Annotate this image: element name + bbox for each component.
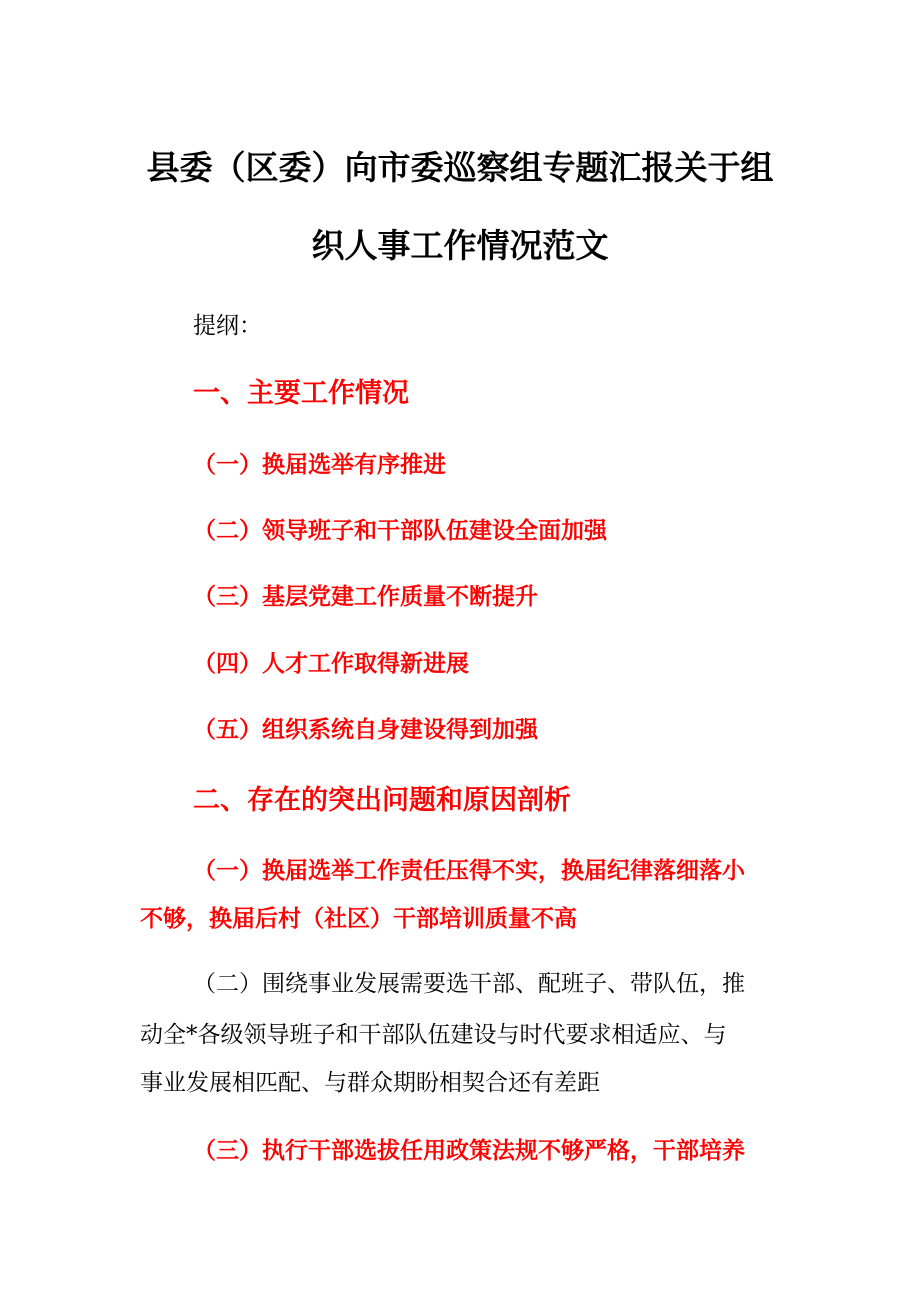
section-1-item-5: （五）组织系统自身建设得到加强	[193, 716, 538, 743]
document-title-line-2: 织人事工作情况范文	[311, 226, 609, 265]
section-2-item-2-line-2: 动全*各级领导班子和干部队伍建设与时代要求相适应、与	[140, 1022, 727, 1048]
section-1-item-4: （四）人才工作取得新进展	[193, 650, 469, 677]
section-1-heading: 一、主要工作情况	[193, 378, 409, 409]
section-2-heading: 二、存在的突出问题和原因剖析	[193, 785, 571, 816]
section-2-item-2-line-1: （二）围绕事业发展需要选干部、配班子、带队伍，推	[193, 971, 745, 997]
section-1-item-3: （三）基层党建工作质量不断提升	[193, 583, 538, 610]
section-1-item-2: （二）领导班子和干部队伍建设全面加强	[193, 517, 607, 544]
section-2-item-2-line-3: 事业发展相匹配、与群众期盼相契合还有差距	[140, 1070, 600, 1096]
document-title-line-1: 县委（区委）向市委巡察组专题汇报关于组	[146, 148, 774, 187]
outline-label: 提纲：	[193, 313, 262, 339]
section-2-item-1-line-2: 不够，换届后村（社区）干部培训质量不高	[140, 905, 577, 932]
section-2-item-1-line-1: （一）换届选举工作责任压得不实，换届纪律落细落小	[193, 857, 745, 884]
section-1-item-1: （一）换届选举有序推进	[193, 451, 446, 478]
section-2-item-3-line-1: （三）执行干部选拔任用政策法规不够严格，干部培养	[193, 1137, 745, 1164]
